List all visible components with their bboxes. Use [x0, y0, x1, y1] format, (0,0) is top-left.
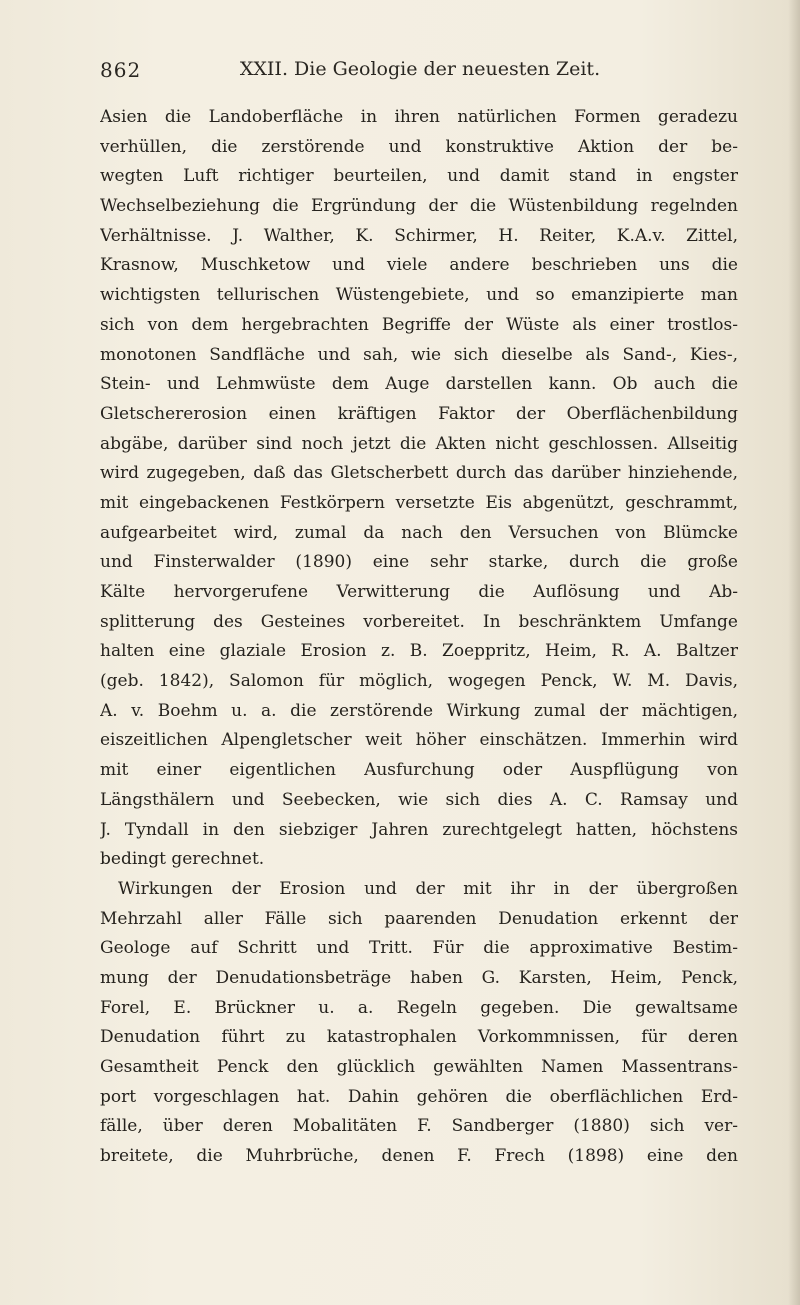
page-number: 862 [100, 58, 142, 82]
text-line: Mehrzahl aller Fälle sich paarenden Denudation erkennt der [100, 908, 738, 929]
page-edge-shadow [788, 0, 800, 1305]
text-line: wegten Luft richtiger beurteilen, und damit stand in engster [100, 166, 738, 187]
text-line: port vorgeschlagen hat. Dahin gehören die oberflächlichen Erd- [100, 1086, 738, 1107]
text-line: eiszeitlichen Alpengletscher weit höher einschätzen. Immerhin wird [100, 730, 738, 751]
text-line: und Finsterwalder (1890) eine sehr starke, durch die große [100, 552, 738, 573]
page-header [100, 58, 740, 88]
text-line: A. v. Boehm u. a. die zerstörende Wirkung zumal der mächtigen, [100, 700, 738, 721]
text-line: Stein- und Lehmwüste dem Auge darstellen kann. Ob auch die [100, 374, 738, 395]
text-line: fälle, über deren Mobalitäten F. Sandberger (1880) sich ver- [100, 1116, 738, 1137]
text-line: verhüllen, die zerstörende und konstruktive Aktion der be- [100, 136, 738, 157]
text-line: Längsthälern und Seebecken, wie sich dies A. C. Ramsay und [100, 789, 738, 810]
text-line: Geologe auf Schritt und Tritt. Für die approximative Bestim- [100, 938, 738, 959]
text-line: monotonen Sandfläche und sah, wie sich dieselbe als Sand-, Kies-, [100, 344, 738, 365]
text-line: Gesamtheit Penck den glücklich gewählten Namen Massentrans- [100, 1057, 738, 1077]
text-line: (geb. 1842), Salomon für möglich, wogegen Penck, W. M. Davis, [100, 671, 738, 692]
text-line: mit eingebackenen Festkörpern versetzte Eis abgenützt, geschrammt, [100, 492, 738, 513]
text-line: Wechselbeziehung die Ergründung der die Wüstenbildung regelnden [100, 196, 738, 217]
text-line: wird zugegeben, daß das Gletscherbett durch das darüber hinziehende, [100, 463, 738, 484]
text-line: breitete, die Muhrbrüche, denen F. Frech (1898) eine den [100, 1146, 738, 1167]
text-line: J. Tyndall in den siebziger Jahren zurechtgelegt hatten, höchstens [100, 819, 738, 840]
text-line: mit einer eigentlichen Ausfurchung oder Auspflügung von [100, 760, 738, 781]
body-text [100, 103, 738, 1172]
text-line: Asien die Landoberfläche in ihren natürlichen Formen geradezu [100, 107, 738, 127]
text-line: Verhältnisse. J. Walther, K. Schirmer, H. Reiter, K.A.v. Zittel, [100, 225, 738, 246]
text-line: Kälte hervorgerufene Verwitterung die Auflösung und Ab- [100, 582, 738, 602]
text-line: abgäbe, darüber sind noch jetzt die Akten nicht geschlossen. Allseitig [100, 433, 738, 454]
text-line: Wirkungen der Erosion und der mit ihr in der übergroßen [118, 878, 738, 899]
text-line: Gletschererosion einen kräftigen Faktor der Oberflächenbildung [100, 403, 738, 424]
text-line: Forel, E. Brückner u. a. Regeln gegeben. Die gewaltsame [100, 997, 738, 1018]
text-line: bedingt gerechnet. [100, 849, 265, 870]
text-line: Krasnow, Muschketow und viele andere beschrieben uns die [100, 255, 738, 276]
text-line: sich von dem hergebrachten Begriffe der Wüste als einer trostlos- [100, 314, 738, 335]
text-line: Denudation führt zu katastrophalen Vorkommnissen, für deren [100, 1027, 738, 1048]
text-line: wichtigsten tellurischen Wüstengebiete, und so emanzipierte man [100, 285, 738, 306]
text-line: mung der Denudationsbeträge haben G. Karsten, Heim, Penck, [100, 967, 738, 988]
text-line: aufgearbeitet wird, zumal da nach den Versuchen von Blümcke [100, 522, 738, 543]
running-head: XXII. Die Geologie der neuesten Zeit. [239, 58, 601, 80]
text-line: splitterung des Gesteines vorbereitet. In beschränktem Umfange [100, 611, 738, 632]
text-line: halten eine glaziale Erosion z. B. Zoeppritz, Heim, R. A. Baltzer [100, 641, 738, 662]
